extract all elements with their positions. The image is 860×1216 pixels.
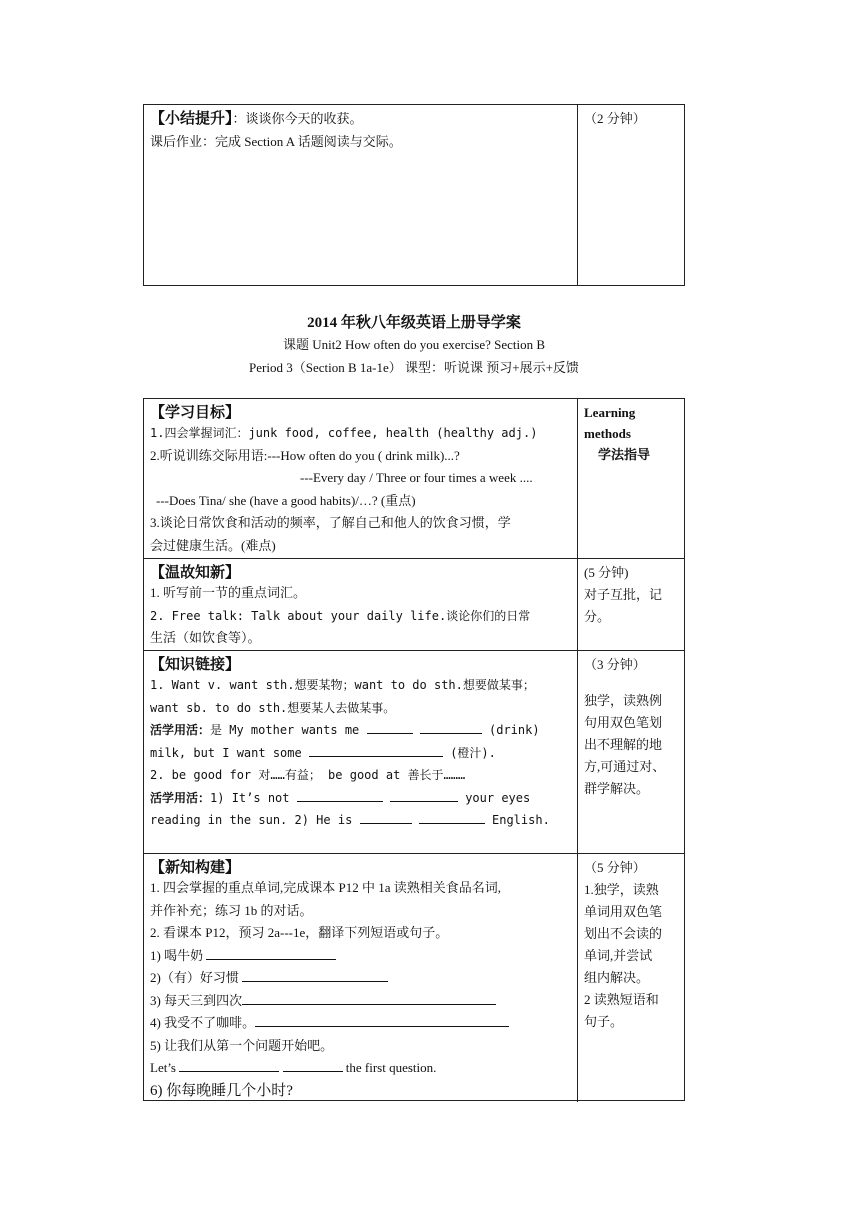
summary-heading: 【小结提升】 bbox=[150, 109, 233, 127]
build-item-6: 6) 你每晚睡几个小时? bbox=[150, 1082, 293, 1099]
link-heading: 【知识链接】 bbox=[150, 655, 241, 673]
page-title: 2014 年秋八年级英语上册导学案 bbox=[307, 315, 521, 331]
review-note-1: 对子互批，记 bbox=[584, 587, 663, 602]
review-note-2: 分。 bbox=[584, 609, 611, 624]
goals-cell bbox=[144, 399, 578, 558]
build-line-3: 2. 看课本 P12，预习 2a---1e，翻译下列短语或句子。 bbox=[150, 925, 449, 940]
blank-b5a[interactable] bbox=[179, 1058, 279, 1072]
build-note-4: 单词,并尝试 bbox=[584, 948, 653, 963]
period-subtitle: Period 3（Section B 1a-1e） 课型：听说课 预习+展示+反馈 bbox=[249, 360, 579, 375]
link-right-cell bbox=[578, 651, 684, 853]
blank-b1[interactable] bbox=[206, 946, 336, 960]
review-time: (5 分钟) bbox=[584, 565, 629, 580]
build-item-2: 2)（有）好习惯 bbox=[150, 970, 239, 985]
build-item-5: 5) 让我们从第一个问题开始吧。 bbox=[150, 1037, 334, 1053]
blank-b5b[interactable] bbox=[283, 1058, 343, 1072]
build-note-6: 2 读熟短语和 bbox=[584, 992, 659, 1007]
blank-b3[interactable] bbox=[242, 991, 496, 1005]
homework-text: 课后作业：完成 Section A 话题阅读与交际。 bbox=[150, 133, 402, 149]
review-heading: 【温故知新】 bbox=[150, 563, 241, 581]
link-note-5: 群学解决。 bbox=[584, 781, 650, 796]
blank-4a[interactable] bbox=[360, 810, 412, 824]
build-note-3: 划出不会读的 bbox=[584, 926, 663, 941]
build-note-7: 句子。 bbox=[584, 1014, 624, 1029]
link-line-1: 1. Want v. want sth.想要某物；want to do sth.想要做某事； bbox=[150, 678, 535, 692]
link-cell bbox=[144, 651, 578, 853]
review-line-1: 1. 听写前一节的重点词汇。 bbox=[150, 585, 307, 600]
blank-b2[interactable] bbox=[242, 968, 388, 982]
build-note-5: 组内解决。 bbox=[584, 970, 650, 985]
link-note-1: 独学，读熟例 bbox=[584, 693, 663, 708]
practice-1-text: 是 My mother wants me bbox=[210, 723, 360, 737]
learning-label: Learning bbox=[584, 405, 636, 420]
summary-heading-tail: ：谈谈你今天的收获。 bbox=[232, 111, 363, 126]
link-time: （3 分钟） bbox=[584, 657, 646, 672]
link-note-2: 句用双色笔划 bbox=[584, 715, 663, 730]
review-line-2: 2. Free talk: Talk about your daily life.谈论你们的日常 bbox=[150, 608, 531, 623]
summary-table bbox=[143, 104, 685, 286]
goal-line-4: ---Does Tina/ she (have a good habits)/…? (重点) bbox=[156, 492, 416, 508]
build-note-2: 单词用双色笔 bbox=[584, 904, 663, 919]
link-note-4: 方,可通过对、 bbox=[584, 759, 666, 774]
lesson-table bbox=[143, 398, 685, 1101]
practice-3-tail: your eyes bbox=[465, 790, 531, 805]
blank-4b[interactable] bbox=[419, 810, 485, 824]
practice-3-text: 1) It’s not bbox=[210, 790, 290, 805]
build-item-5-start: Let’s bbox=[150, 1060, 176, 1075]
build-item-4: 4) 我受不了咖啡。 bbox=[150, 1015, 256, 1030]
goal-line-6: 会过健康生活。(难点) bbox=[150, 537, 276, 553]
summary-time-cell bbox=[578, 105, 684, 285]
blank-1b[interactable] bbox=[420, 720, 482, 734]
goals-heading: 【学习目标】 bbox=[150, 403, 241, 421]
summary-cell bbox=[144, 105, 578, 285]
methods-label: methods bbox=[584, 426, 631, 441]
review-line-3: 生活（如饮食等）。 bbox=[150, 630, 261, 645]
goal-line-1: 1.四会掌握词汇：junk food, coffee, health (healthy adj.) bbox=[150, 426, 538, 440]
practice-4-tail: English. bbox=[492, 813, 550, 827]
practice-1-hint: (drink) bbox=[489, 723, 540, 737]
practice-2-text: milk, but I want some bbox=[150, 745, 302, 760]
build-time: （5 分钟） bbox=[584, 860, 646, 875]
build-line-1: 1. 四会掌握的重点单词,完成课本 P12 中 1a 读熟相关食品名词, bbox=[150, 880, 502, 895]
link-line-2: want sb. to do sth.想要某人去做某事。 bbox=[150, 700, 396, 715]
build-right-cell bbox=[578, 854, 684, 1102]
goals-right-cell bbox=[578, 399, 684, 558]
build-note-1: 1.独学，读熟 bbox=[584, 882, 659, 897]
review-right-cell bbox=[578, 559, 684, 650]
goal-line-2: 2.听说训练交际用语:---How often do you ( drink milk)...? bbox=[150, 447, 460, 463]
build-cell bbox=[144, 854, 578, 1102]
link-note-3: 出不理解的地 bbox=[584, 737, 663, 752]
practice-label-2: 活学用活： bbox=[150, 790, 211, 805]
build-item-1: 1) 喝牛奶 bbox=[150, 947, 204, 963]
practice-label-1: 活学用活： bbox=[150, 723, 211, 737]
goal-line-5: 3.谈论日常饮食和活动的频率，了解自己和他人的饮食习惯，学 bbox=[150, 515, 511, 530]
blank-1a[interactable] bbox=[367, 720, 413, 734]
summary-time: （2 分钟） bbox=[584, 111, 646, 126]
practice-4-text: reading in the sun. 2) He is bbox=[150, 813, 353, 827]
study-guide-label: 学法指导 bbox=[598, 447, 651, 462]
build-item-5-end: the first question. bbox=[345, 1060, 437, 1075]
lesson-subtitle: 课题 Unit2 How often do you exercise? Section B bbox=[282, 337, 546, 352]
review-cell bbox=[144, 559, 578, 650]
blank-b4[interactable] bbox=[255, 1013, 509, 1027]
goal-line-3: ---Every day / Three or four times a week .... bbox=[300, 470, 533, 485]
build-item-3: 3) 每天三到四次 bbox=[150, 992, 243, 1008]
build-line-2: 并作补充；练习 1b 的对话。 bbox=[150, 902, 313, 918]
blank-3b[interactable] bbox=[390, 788, 458, 802]
build-heading: 【新知构建】 bbox=[150, 858, 241, 876]
blank-3a[interactable] bbox=[297, 788, 383, 802]
link-line-5: 2. be good for 对……有益； be good at 善长于……… bbox=[150, 768, 466, 782]
blank-2[interactable] bbox=[309, 743, 443, 757]
practice-2-hint: (橙汁). bbox=[450, 745, 496, 760]
